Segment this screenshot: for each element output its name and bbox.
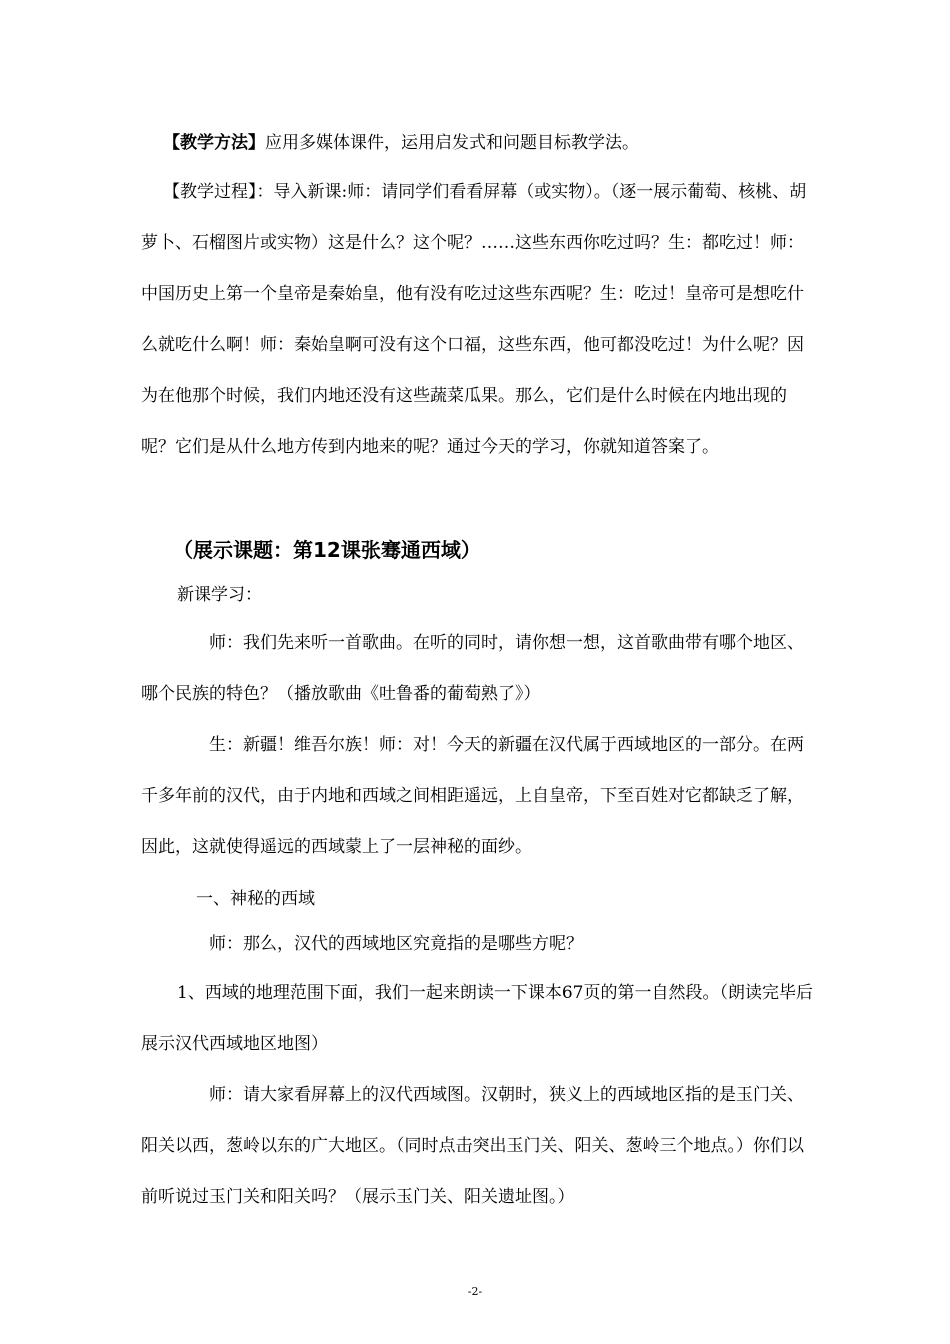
- page-number: -2-: [467, 1285, 483, 1298]
- teaching-process-paragraph: [141, 167, 813, 473]
- section-heading-mysterious-west: 一、神秘的西域: [196, 889, 315, 909]
- teaching-method-label: 【教学方法】: [163, 133, 265, 153]
- xinjiang-paragraph: 生：新疆！维吾尔族！师：对！今天的新疆在汉代属于西域地区的一部分。在两千多年前的汉代，由于内地和西域之间相距遥远，上自皇帝，下至百姓对它都缺乏了解，因此，这就使得遥远的西域蒙上了一层神秘的面纱。: [141, 735, 804, 857]
- geography-paragraph: 1、西域的地理范围下面，我们一起来朗读一下课本67页的第一自然段。（朗读完毕后展示汉代西域地区地图）: [141, 983, 813, 1054]
- teaching-method-line: [163, 132, 639, 154]
- song-paragraph: 师：我们先来听一首歌曲。在听的同时，请你想一想，这首歌曲带有哪个地区、哪个民族的特色？（播放歌曲《吐鲁番的葡萄熟了》）: [141, 633, 804, 704]
- map-paragraph: 师：请大家看屏幕上的汉代西域图。汉朝时，狭义上的西域地区指的是玉门关、阳关以西，葱岭以东的广大地区。（同时点击突出玉门关、阳关、葱岭三个地点。）你们以前听说过玉门关和阳关吗？（展示玉门关、阳关遗址图。）: [141, 1085, 804, 1207]
- teaching-process-text: ：导入新课:师：请同学们看看屏幕（或实物）。（逐一展示葡萄、核桃、胡萝卜、石榴图片或实物）这是什么？这个呢？……这些东西你吃过吗？生：都吃过！师：中国历史上第一个皇帝是秦始皇，他有没有吃过这些东西呢？生：吃过！皇帝可是想吃什么就吃什么啊！师：秦始皇啊可没有这个口福，这些东西，他可都没吃过！为什么呢？因为在他那个时候，我们内地还没有这些蔬菜瓜果。那么，它们是什么时候在内地出现的呢？它们是从什么地方传到内地来的呢？通过今天的学习，你就知道答案了。: [141, 182, 807, 457]
- question-paragraph: 师：那么，汉代的西域地区究竟指的是哪些方呢？: [209, 934, 583, 954]
- teaching-process-label: 【教学过程】: [163, 182, 257, 202]
- teaching-method-text: 应用多媒体课件，运用启发式和问题目标教学法。: [265, 133, 639, 153]
- new-lesson-heading: 新课学习：: [177, 585, 262, 605]
- lesson-title: （展示课题：第12课张骞通西域）: [173, 538, 481, 562]
